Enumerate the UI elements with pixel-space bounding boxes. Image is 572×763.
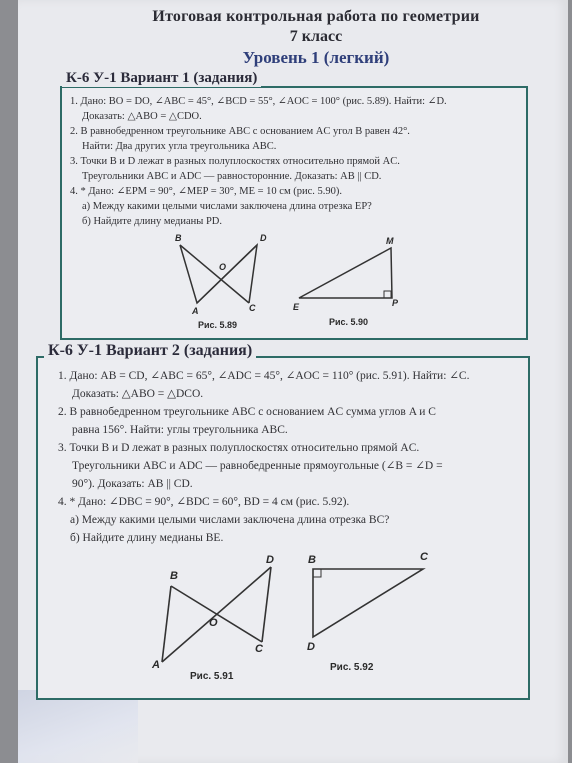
v1-task3-line1: 3. Точки B и D лежат в разных полуплоскостях относительно прямой AC. (70, 156, 400, 167)
fig591-point-D: D (266, 554, 274, 566)
fig591-point-O: O (209, 617, 218, 629)
fig591-side-BA (162, 586, 171, 662)
v1-task4-line1: 4. * Дано: ∠EPM = 90°, ∠MEP = 30°, ME = 10 см (рис. 5.90). (70, 186, 342, 197)
fig589-point-O: O (219, 262, 227, 272)
v2-task3-line1: 3. Точки B и D лежат в разных полуплоскостях относительно прямой AC. (58, 442, 420, 454)
fig590-point-P: P (392, 298, 399, 308)
fig589-caption: Рис. 5.89 (198, 320, 238, 330)
variant2-heading: К-6 У-1 Вариант 2 (задания) (44, 342, 256, 360)
fig590-point-M: M (386, 236, 394, 246)
page-title: Итоговая контрольная работа по геометрии (152, 8, 480, 25)
fig591-side-DC (262, 567, 271, 642)
fig591-point-A: A (152, 659, 160, 671)
fig592-caption: Рис. 5.92 (330, 662, 374, 673)
fig592-point-D: D (307, 641, 315, 653)
fig589-point-A: A (192, 306, 199, 316)
v2-task1-line1: 1. Дано: AB = CD, ∠ABC = 65°, ∠ADC = 45°, ∠AOC = 110° (рис. 5.91). Найти: ∠C. (58, 370, 470, 382)
v1-task1-line2: Доказать: △ABO = △CDO. (82, 111, 202, 122)
v2-task4b: б) Найдите длину медианы BE. (70, 532, 224, 544)
v2-task2-line1: 2. В равнобедренном треугольнике ABC с основанием AC сумма углов A и C (58, 406, 436, 418)
v2-task2-line2: равна 156°. Найти: углы треугольника ABC. (72, 424, 288, 436)
fig592-point-C: C (420, 551, 428, 563)
v1-task4b: б) Найдите длину медианы PD. (82, 216, 222, 227)
fig590-caption: Рис. 5.90 (329, 317, 369, 327)
fig589-point-C: C (249, 303, 256, 313)
v1-task4a: а) Между какими целыми числами заключена длина отрезка EP? (82, 201, 372, 212)
fig590-point-E: E (293, 302, 300, 312)
v1-task2-line2: Найти: Два других угла треугольника ABC. (82, 141, 277, 152)
fig592-right-angle (313, 569, 321, 577)
level-label: Уровень 1 (легкий) (242, 48, 390, 67)
fig591-point-B: B (170, 570, 178, 582)
grade-label: 7 класс (289, 28, 343, 45)
fig589-point-D: D (260, 233, 267, 243)
variant1-heading: К-6 У-1 Вариант 1 (задания) (62, 70, 261, 87)
v2-task4a: а) Между какими целыми числами заключена длина отрезка BC? (70, 514, 390, 526)
v1-task3-line2: Треугольники ABC и ADC — равносторонние. Доказать: AB || CD. (82, 171, 382, 182)
v2-task4-line1: 4. * Дано: ∠DBC = 90°, ∠BDC = 60°, BD = 4 см (рис. 5.92). (58, 496, 350, 508)
fig592-point-B: B (308, 554, 316, 566)
fig589-point-B: B (175, 233, 182, 243)
v1-task1-line1: 1. Дано: BO = DO, ∠ABC = 45°, ∠BCD = 55°, ∠AOC = 100° (рис. 5.89). Найти: ∠D. (70, 96, 447, 107)
v2-task3-line3: 90°). Доказать: AB || CD. (72, 478, 193, 490)
v2-task3-line2: Треугольники ABC и ADC — равнобедренные прямоугольные (∠B = ∠D = (72, 460, 443, 472)
v1-task2-line1: 2. В равнобедренном треугольнике ABC с основанием AC угол B равен 42°. (70, 126, 410, 137)
v2-task1-line2: Доказать: △ABO = △DCO. (72, 388, 204, 400)
fig591-point-C: C (255, 643, 263, 655)
fig591-caption: Рис. 5.91 (190, 671, 234, 682)
fig592-triangle (313, 569, 423, 637)
